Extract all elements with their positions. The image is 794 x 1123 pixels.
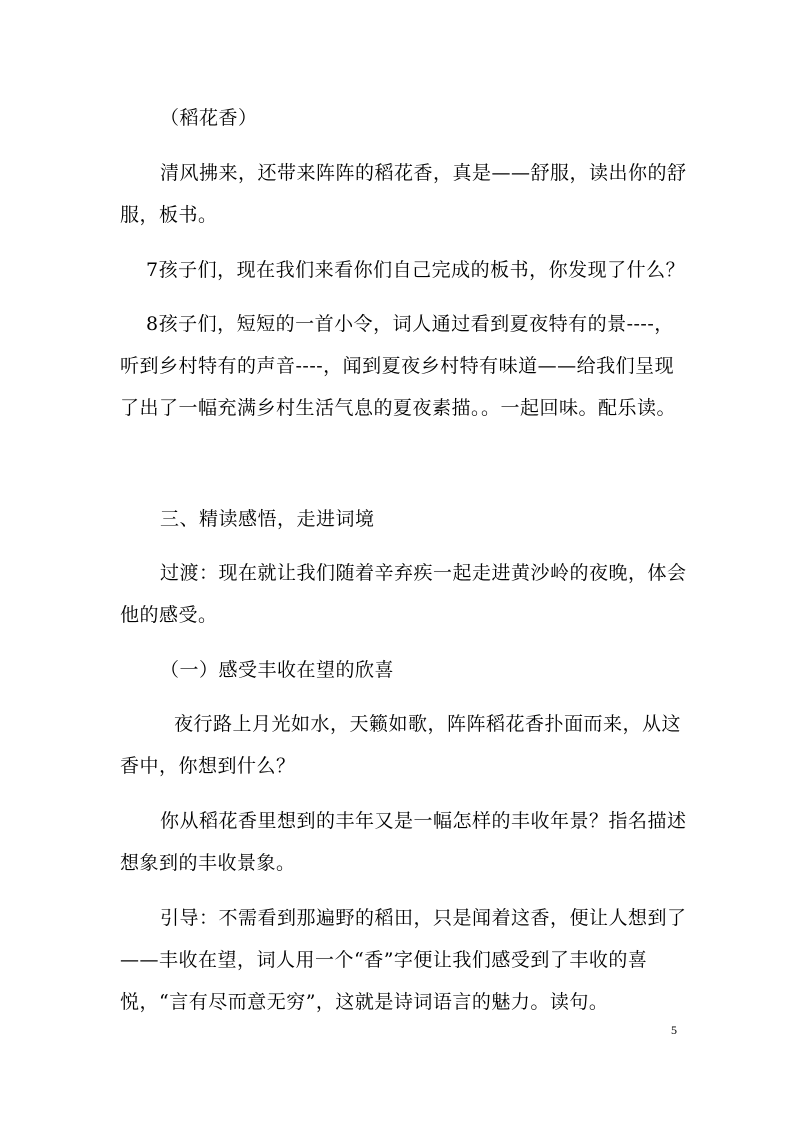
text-line: 7孩子们，现在我们来看你们自己完成的板书，你发现了什么？ — [146, 259, 686, 281]
text-line: 听到乡村特有的声音----，闻到夏夜乡村特有味道——给我们呈现 — [120, 355, 675, 377]
text-line: 清风拂来，还带来阵阵的稻花香，真是——舒服，读出你的舒 — [160, 162, 687, 184]
subsection-heading: （一）感受丰收在望的欣喜 — [160, 659, 395, 681]
text-line: 悦，“言有尽而意无穷”，这就是诗词语言的魅力。读句。 — [120, 991, 609, 1013]
text-line: 过渡：现在就让我们随着辛弃疾一起走进黄沙岭的夜晚，体会 — [160, 562, 687, 584]
text-line: 他的感受。 — [120, 604, 218, 626]
text-line: 8孩子们，短短的一首小令，词人通过看到夏夜特有的景----， — [146, 313, 674, 335]
page-number: 5 — [671, 1023, 677, 1037]
text-line: （稻花香） — [160, 107, 258, 129]
text-line: 引导：不需看到那遍野的稻田，只是闻着这香，便让人想到了 — [160, 907, 687, 929]
text-line: 夜行路上月光如水，天籁如歌，阵阵稻花香扑面而来，从这 — [174, 713, 682, 735]
text-line: 你从稻花香里想到的丰年又是一幅怎样的丰收年景？指名描述 — [160, 810, 687, 832]
text-line: 想象到的丰收景象。 — [120, 852, 296, 874]
section-heading: 三、精读感悟，走进词境 — [160, 508, 375, 530]
text-line: ——丰收在望，词人用一个“香”字便让我们感受到了丰收的喜 — [120, 949, 648, 971]
text-line: 了出了一幅充满乡村生活气息的夏夜素描。。一起回味。配乐读。 — [120, 397, 677, 419]
text-line: 服，板书。 — [120, 204, 218, 226]
text-line: 香中，你想到什么？ — [120, 755, 296, 777]
